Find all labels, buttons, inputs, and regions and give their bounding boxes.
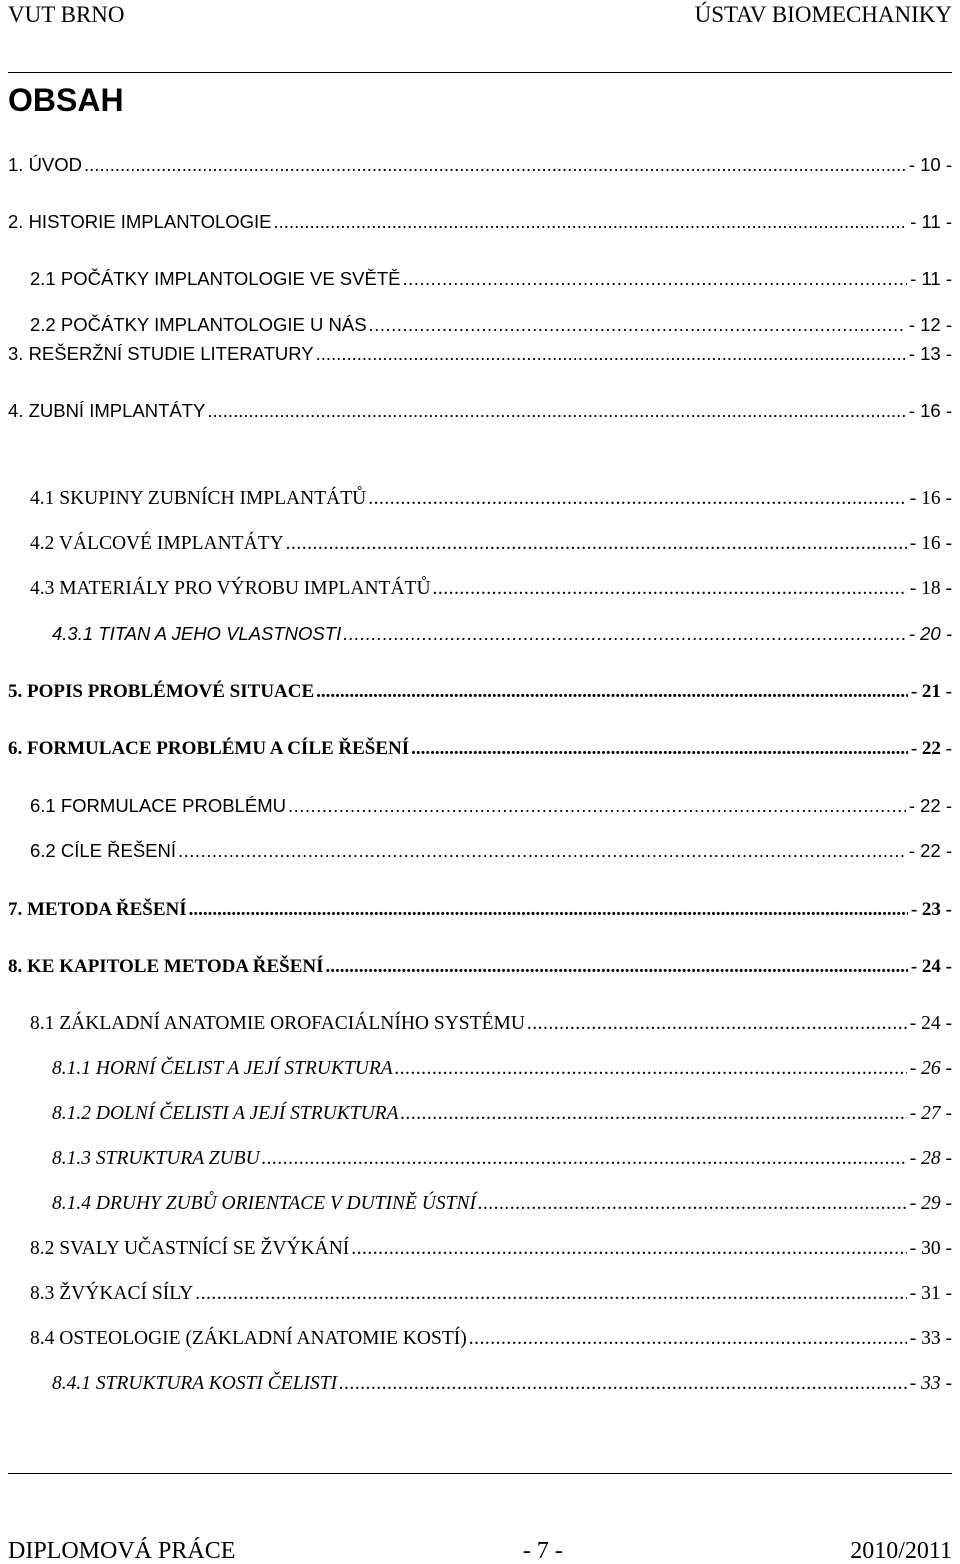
toc-entry-page: - 22 - bbox=[908, 840, 952, 861]
toc-entry-label: 2.1 POČÁTKY IMPLANTOLOGIE VE SVĚTĚ bbox=[30, 268, 401, 289]
toc-leader-dots bbox=[178, 838, 906, 864]
toc-entry-label: 5. POPIS PROBLÉMOVÉ SITUACE bbox=[8, 681, 315, 702]
toc-entry-8-1-3[interactable] bbox=[52, 1146, 952, 1172]
toc-entry-label: 3. REŠERŽNÍ STUDIE LITERATURY bbox=[8, 343, 314, 364]
toc-entry-8-4-1[interactable] bbox=[52, 1371, 952, 1397]
toc-leader-dots bbox=[84, 152, 906, 178]
footer-page-number: - 7 - bbox=[522, 1538, 563, 1564]
toc-entry-page: - 18 - bbox=[909, 578, 952, 599]
toc-entry-label: 8.2 SVALY UČASTNÍCÍ SE ŽVÝKÁNÍ bbox=[30, 1238, 350, 1259]
toc-entry-8-1-4[interactable] bbox=[52, 1191, 952, 1217]
toc-leader-dots bbox=[286, 531, 907, 557]
toc-entry-page: - 30 - bbox=[909, 1238, 952, 1259]
header-right: ÚSTAV BIOMECHANIKY bbox=[694, 2, 952, 27]
toc-entry-8-4[interactable] bbox=[30, 1326, 952, 1352]
toc-entry-page: - 33 - bbox=[909, 1328, 952, 1349]
toc-entry-4[interactable] bbox=[8, 398, 952, 424]
toc-entry-page: - 11 - bbox=[910, 211, 952, 232]
toc-entry-1[interactable] bbox=[8, 152, 952, 178]
toc-entry-label: 8.4.1 STRUKTURA KOSTI ČELISTI bbox=[52, 1373, 338, 1394]
page-title: OBSAH bbox=[8, 82, 124, 118]
toc-entry-page: - 10 - bbox=[908, 154, 952, 175]
toc-entry-2-1[interactable] bbox=[30, 266, 952, 292]
toc-entry-page: - 21 - bbox=[910, 681, 952, 702]
toc-entry-8-1[interactable] bbox=[30, 1011, 952, 1037]
toc-entry-page: - 20 - bbox=[908, 623, 952, 644]
toc-leader-dots bbox=[351, 1236, 906, 1262]
toc-entry-8-1-2[interactable] bbox=[52, 1101, 952, 1127]
toc-entry-label: 8. KE KAPITOLE METODA ŘEŠENÍ bbox=[8, 956, 324, 977]
toc-entry-label: 8.1 ZÁKLADNÍ ANATOMIE OROFACIÁLNÍHO SYSTÉMU bbox=[30, 1013, 525, 1034]
toc-entry-4-3-1[interactable] bbox=[52, 621, 952, 647]
toc-entry-label: 1. ÚVOD bbox=[8, 154, 83, 175]
toc-entry-label: 2. HISTORIE IMPLANTOLOGIE bbox=[8, 211, 272, 232]
toc-entry-8[interactable] bbox=[8, 954, 952, 980]
toc-entry-label: 4. ZUBNÍ IMPLANTÁTY bbox=[8, 400, 206, 421]
toc-leader-dots bbox=[411, 736, 908, 762]
toc-entry-label: 6.1 FORMULACE PROBLÉMU bbox=[30, 795, 286, 816]
toc-entry-label: 4.3.1 TITAN A JEHO VLASTNOSTI bbox=[52, 623, 342, 644]
toc-entry-5[interactable] bbox=[8, 679, 952, 705]
toc-entry-page: - 16 - bbox=[909, 488, 952, 509]
toc-entry-page: - 24 - bbox=[909, 1013, 952, 1034]
toc-entry-7[interactable] bbox=[8, 897, 952, 923]
toc-leader-dots bbox=[401, 1101, 907, 1127]
toc-entry-label: 7. METODA ŘEŠENÍ bbox=[8, 899, 187, 920]
toc-entry-label: 4.1 SKUPINY ZUBNÍCH IMPLANTÁTŮ bbox=[30, 488, 367, 509]
toc-entry-4-1[interactable] bbox=[30, 486, 952, 512]
toc-entry-4-3[interactable] bbox=[30, 576, 952, 602]
toc-entry-label: 8.1.4 DRUHY ZUBŮ ORIENTACE V DUTINĚ ÚSTNÍ bbox=[52, 1193, 476, 1214]
toc-entry-page: - 27 - bbox=[909, 1103, 952, 1124]
toc-entry-page: - 22 - bbox=[910, 738, 952, 759]
toc-entry-page: - 12 - bbox=[908, 314, 952, 335]
toc-leader-dots bbox=[343, 621, 906, 647]
toc-leader-dots bbox=[369, 312, 906, 338]
toc-entry-page: - 33 - bbox=[909, 1373, 952, 1394]
toc-leader-dots bbox=[433, 576, 907, 602]
toc-leader-dots bbox=[274, 209, 908, 235]
toc-leader-dots bbox=[288, 793, 906, 819]
toc-leader-dots bbox=[478, 1191, 907, 1217]
toc-entry-page: - 31 - bbox=[909, 1283, 952, 1304]
toc-leader-dots bbox=[469, 1326, 907, 1352]
toc-entry-4-2[interactable] bbox=[30, 531, 952, 557]
toc-leader-dots bbox=[195, 1281, 907, 1307]
toc-entry-label: 8.1.1 HORNÍ ČELIST A JEJÍ STRUKTURA bbox=[52, 1058, 393, 1079]
toc-entry-8-2[interactable] bbox=[30, 1236, 952, 1262]
toc-entry-page: - 23 - bbox=[910, 899, 952, 920]
toc-entry-label: 8.1.2 DOLNÍ ČELISTI A JEJÍ STRUKTURA bbox=[52, 1103, 399, 1124]
toc-leader-dots bbox=[262, 1146, 907, 1172]
header-left: VUT BRNO bbox=[8, 2, 125, 27]
toc-entry-page: - 11 - bbox=[910, 268, 952, 289]
toc-leader-dots bbox=[316, 341, 906, 367]
toc-leader-dots bbox=[189, 897, 908, 923]
toc-entry-6-2[interactable] bbox=[30, 838, 952, 864]
toc-entry-8-1-1[interactable] bbox=[52, 1056, 952, 1082]
toc-entry-label: 8.4 OSTEOLOGIE (ZÁKLADNÍ ANATOMIE KOSTÍ) bbox=[30, 1328, 467, 1349]
toc-leader-dots bbox=[395, 1056, 907, 1082]
toc-entry-page: - 29 - bbox=[909, 1193, 952, 1214]
toc-entry-label: 4.3 MATERIÁLY PRO VÝROBU IMPLANTÁTŮ bbox=[30, 578, 431, 599]
footer-divider bbox=[8, 1473, 952, 1474]
toc-entry-6-1[interactable] bbox=[30, 793, 952, 819]
toc-entry-2-2[interactable] bbox=[30, 312, 952, 338]
footer-right: 2010/2011 bbox=[850, 1538, 952, 1564]
toc-entry-label: 6.2 CÍLE ŘEŠENÍ bbox=[30, 840, 177, 861]
toc-leader-dots bbox=[368, 486, 907, 512]
toc-entry-label: 8.1.3 STRUKTURA ZUBU bbox=[52, 1148, 260, 1169]
toc-leader-dots bbox=[402, 266, 907, 292]
toc-leader-dots bbox=[316, 679, 908, 705]
toc-leader-dots bbox=[326, 954, 908, 980]
page-footer bbox=[8, 1538, 952, 1564]
toc-leader-dots bbox=[207, 398, 905, 424]
toc-leader-dots bbox=[339, 1371, 907, 1397]
toc-entry-page: - 24 - bbox=[910, 956, 952, 977]
toc-entry-8-3[interactable] bbox=[30, 1281, 952, 1307]
toc-entry-page: - 28 - bbox=[909, 1148, 952, 1169]
toc-entry-2[interactable] bbox=[8, 209, 952, 235]
toc-entry-label: 8.3 ŽVÝKACÍ SÍLY bbox=[30, 1283, 194, 1304]
footer-left: DIPLOMOVÁ PRÁCE bbox=[8, 1538, 236, 1564]
toc-entry-label: 2.2 POČÁTKY IMPLANTOLOGIE U NÁS bbox=[30, 314, 367, 335]
toc-entry-3[interactable] bbox=[8, 341, 952, 367]
toc-entry-page: - 16 - bbox=[909, 533, 952, 554]
toc-entry-label: 4.2 VÁLCOVÉ IMPLANTÁTY bbox=[30, 533, 284, 554]
toc-entry-label: 6. FORMULACE PROBLÉMU A CÍLE ŘEŠENÍ bbox=[8, 738, 410, 759]
toc-leader-dots bbox=[527, 1011, 907, 1037]
toc-entry-page: - 26 - bbox=[909, 1058, 952, 1079]
toc-entry-page: - 13 - bbox=[908, 343, 952, 364]
toc-entry-page: - 22 - bbox=[908, 795, 952, 816]
toc-entry-6[interactable] bbox=[8, 736, 952, 762]
toc-entry-page: - 16 - bbox=[908, 400, 952, 421]
